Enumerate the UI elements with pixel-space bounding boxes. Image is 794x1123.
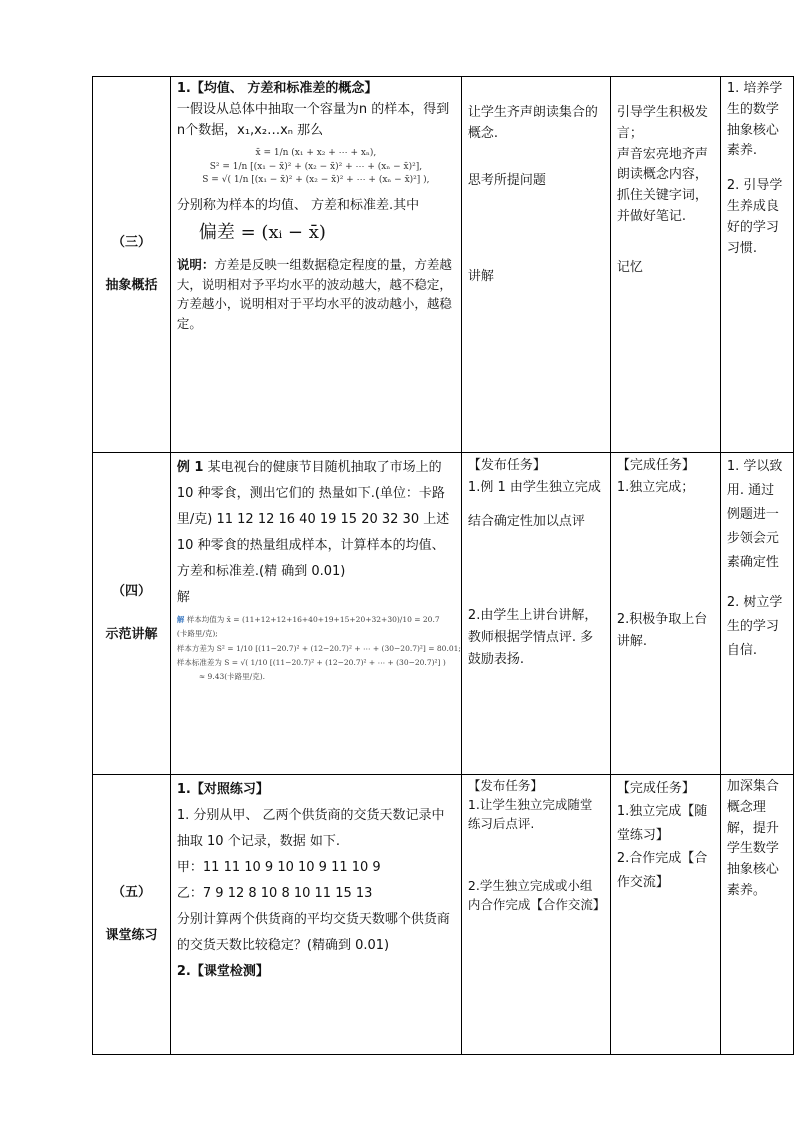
design-intent: 1. 学以致用. 通过例题进一步领会元素确定性 (726, 459, 783, 571)
content-cell (170, 453, 461, 775)
lesson-plan-table (92, 76, 794, 1055)
teacher-activity: 2.由学生上讲台讲解，教师根据学情点评. 多鼓励表扬. (467, 608, 598, 668)
student-activity: 【完成任务】 (616, 458, 695, 473)
content-cell (170, 77, 461, 453)
section-title: 1.【均值、 方差和标准差的概念】 (176, 81, 378, 96)
teacher-activity: 【发布任务】 (467, 458, 546, 473)
intent-cell (720, 775, 793, 1055)
stage-number: （四） (111, 583, 151, 599)
teacher-activity: 讲解 (467, 269, 494, 285)
intent-cell (720, 453, 793, 775)
std-formula: S = √( 1/n [(x₁ − x̄)² + (x₂ − x̄)² + ⋯ + (xₙ − x̄)²] ), (202, 175, 430, 186)
deviation-formula: 偏差 = (xᵢ − x̄) (198, 221, 326, 243)
student-activity: 2.合作完成【合作交流】 (616, 851, 708, 890)
mean-formula: x̄ = 1/n (x₁ + x₂ + ⋯ + xₙ), (255, 148, 377, 159)
solution-line: 解 样本均值为 x̄ = (11+12+12+16+40+19+15+20+32+30)/10 = 20.7 (176, 615, 440, 624)
solution-heading: 解 (176, 590, 190, 605)
solution-block (171, 613, 461, 684)
student-activity: 声音宏亮地齐声朗读概念内容，抓住关键字词，并做好笔记. (616, 146, 708, 224)
teacher-activity: 1.让学生独立完成随堂练习后点评. (467, 796, 593, 831)
supplier-b-data: 乙：7 9 12 8 10 8 10 11 15 13 (176, 886, 373, 901)
definition-text: 分别称为样本的均值、 方差和标准差.其中 (176, 197, 420, 213)
teacher-cell (461, 775, 610, 1055)
supplier-a-data: 甲：11 11 10 9 10 10 9 11 10 9 (176, 860, 381, 875)
student-cell (610, 775, 720, 1055)
solution-line: (卡路里/克); (176, 629, 218, 639)
stage-cell (93, 453, 171, 775)
teacher-activity: 2.学生独立完成或小组内合作完成【合作交流】 (467, 878, 606, 912)
variance-formula: S² = 1/n [(x₁ − x̄)² + (x₂ − x̄)² + ⋯ + (xₙ − x̄)²], (209, 161, 423, 172)
intent-cell (720, 77, 793, 453)
solution-label: 解 (176, 615, 185, 624)
stage-number: （五） (111, 884, 151, 900)
note-label: 说明： (176, 257, 215, 273)
design-intent: 加深集合概念理解，提升学生数学抽象核心素养。 (726, 779, 779, 898)
formula-block (177, 147, 455, 188)
teacher-activity: 结合确定性加以点评 (467, 514, 585, 530)
stage-cell (93, 775, 171, 1055)
student-cell (610, 453, 720, 775)
student-activity: 1.独立完成； (616, 480, 695, 496)
stage-number: （三） (111, 234, 151, 250)
exercise-question: 分别计算两个供货商的平均交货天数哪个供货商的交货天数比较稳定？(精确到 0.01) (176, 912, 450, 953)
stage-cell (93, 77, 171, 453)
teacher-cell (461, 77, 610, 453)
exercise-question: 1. 分别从甲、 乙两个供货商的交货天数记录中抽取 10 个记录，数据 如下. (176, 808, 445, 849)
design-intent: 2. 引导学生养成良好的学习习惯. (726, 178, 783, 256)
section-title: 2.【课堂检测】 (176, 964, 269, 979)
design-intent: 2. 树立学生的学习自信. (726, 595, 783, 659)
intro-text: 一假设从总体中抽取一个容量为n 的样本，得到n个数据，x₁,x₂…xₙ 那么 (176, 101, 450, 138)
teacher-activity: 1.例 1 由学生独立完成 (467, 480, 601, 496)
example-text: 某电视台的健康节目随机抽取了市场上的 10 种零食，测出它们的 热量如下.(单位：卡路里/克) 11 12 12 16 40 19 15 20 32 30 上述 10 种零食的热量组成样本，计算样本的均值、 方差和标准差.(精 确到 0.01) (176, 460, 450, 579)
student-activity: 2.积极争取上台讲解. (616, 612, 708, 650)
student-activity: 记忆 (616, 259, 643, 275)
design-intent: 1. 培养学生的数学抽象核心素养. (726, 81, 783, 159)
note-text: 方差是反映一组数据稳定程度的量，方差越大，说明相对予平均水平的波动越大，越不稳定，方差越小，说明相对于平均水平的波动越小，越稳定。 (176, 257, 452, 331)
student-activity: 【完成任务】 (616, 781, 695, 796)
student-activity: 引导学生积极发言； (616, 105, 708, 141)
stage-name: 课堂练习 (105, 927, 158, 943)
example-label: 例 1 (176, 460, 204, 475)
student-activity: 1.独立完成【随堂练习】 (616, 804, 708, 843)
solution-line: 样本方差为 S² = 1/10 [(11−20.7)² + (12−20.7)² + ⋯ + (30−20.7)²] = 80.01; (176, 643, 461, 653)
example-paragraph (177, 455, 455, 585)
student-cell (610, 77, 720, 453)
teacher-activity: 思考所提问题 (467, 172, 546, 188)
teacher-activity: 【发布任务】 (467, 778, 543, 793)
teacher-cell (461, 453, 610, 775)
stage-name: 抽象概括 (105, 277, 158, 293)
table-row (93, 77, 794, 453)
section-title: 1.【对照练习】 (176, 782, 269, 797)
teacher-activity: 让学生齐声朗读集合的概念. (467, 105, 598, 141)
content-cell (170, 775, 461, 1055)
solution-line: ≈ 9.43(卡路里/克). (198, 672, 266, 681)
stage-name: 示范讲解 (105, 626, 158, 642)
solution-line: 样本标准差为 S = √( 1/10 [(11−20.7)² + (12−20.7)² + ⋯ + (30−20.7)²] ) (176, 657, 446, 667)
note-paragraph (177, 255, 455, 333)
table-row (93, 453, 794, 775)
table-row (93, 775, 794, 1055)
